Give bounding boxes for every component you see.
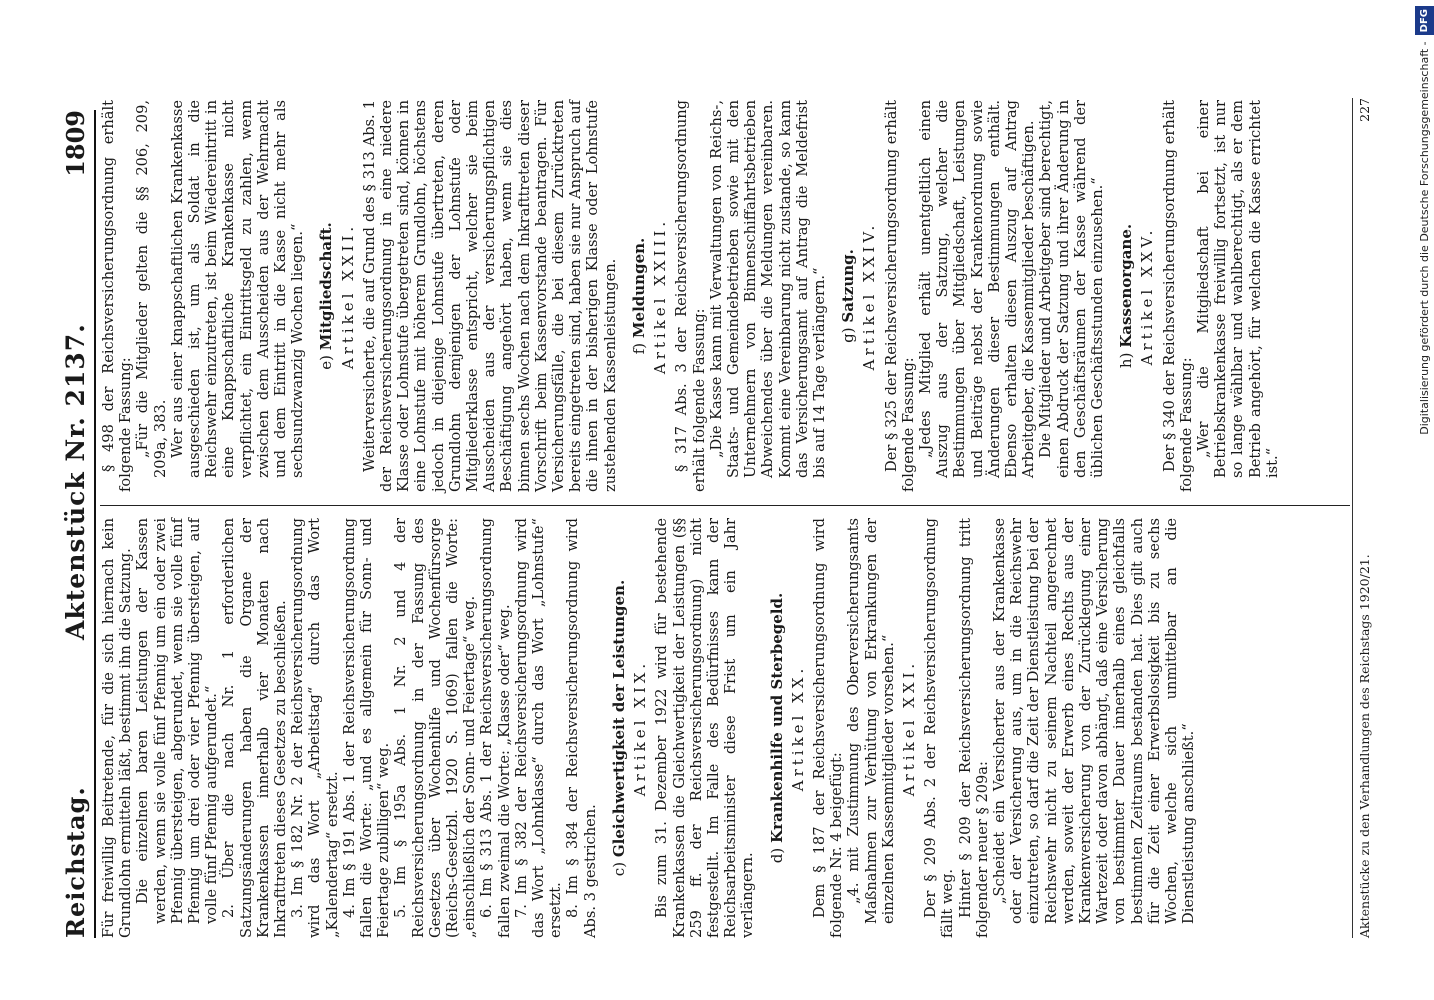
paragraph: Der § 209 Abs. 2 der Reichsversicherungsordnung fällt weg. [922, 518, 957, 938]
section-label: d) [767, 847, 786, 864]
dfg-logo: DFG [1415, 6, 1434, 35]
column-divider [100, 505, 1350, 506]
header-left: Reichstag. [61, 786, 90, 938]
right-column [100, 100, 1281, 492]
section-label: e) [317, 355, 336, 370]
paragraph: Hinter § 209 der Reichsversicherungsordnung tritt folgender neuer § 209a: [956, 518, 991, 938]
paragraph: „Scheidet ein Versicherter aus der Krankenkasse oder der Versicherung aus, um in die Reichswehr einzutreten, so darf die Zeit der Dienstleistung bei der Reichswehr nicht zu seinem Nachteil angerechnet werden, soweit der Erwerb eines Rechts aus der Krankenversicherung von der Zurücklegung einer Wartezeit oder davon abhängt, daß eine Versicherung von bestimmter Dauer innerhalb eines gleichfalls bestimmten Zeitraums bestanden hat. Dies gilt auch für die Zeit einer Erwerbslosigkeit bis zu sechs Wochen, welche sich unmittelbar an die Dienstleistung anschließt.“ [990, 518, 1198, 924]
section-title: Kassenorgane. [1117, 223, 1136, 348]
paragraph: „4. mit Zustimmung des Oberversicherungsamts Maßnahmen zur Verhütung von Erkrankungen der einzelnen Kassenmitglieder vorsehen.“ [845, 518, 897, 924]
paragraph: 2. Über die nach Nr. 1 erforderlichen Satzungsänderungen haben die Organe der Krankenkassen innerhalb vier Monaten nach Inkrafttreten dieses Gesetzes zu beschließen. [220, 518, 290, 938]
paragraph: 6. Im § 313 Abs. 1 der Reichsversicherungsordnung fallen zweimal die Worte: „Klasse oder“ weg. [478, 518, 513, 938]
paragraph: 8. Im § 384 der Reichsversicherungsordnung wird Abs. 3 gestrichen. [564, 518, 599, 938]
paragraph: Die Mitglieder und Arbeitgeber sind berechtigt, einen Abdruck der Satzung und ihrer Änderung in den Geschäftsräumen der Kasse während der üblichen Geschäftsstunden einzusehen.“ [1037, 100, 1106, 478]
paragraph: Der § 340 der Reichsversicherungsordnung erhält folgende Fassung: [1160, 100, 1195, 492]
running-header [52, 110, 96, 938]
section-title: Krankenhilfe und Sterbegeld. [767, 592, 786, 843]
left-column [100, 518, 1197, 938]
article-heading: Artikel XIX. [631, 659, 650, 797]
paragraph: Weiterversicherte, die auf Grund des § 313 Abs. 1 der Reichsversicherungsordnung in eine niedere Klasse oder Lohnstufe übergetreten sind, können in eine Lohnstufe mit höherem Grundlohn, höchstens jedoch in diejenige Lohnstufe übertreten, deren Grundlohn demjenigen der Lohnstufe oder Mitgliederklasse entspricht, welcher sie beim Ausscheiden aus der versicherungspflichtigen Beschäftigung angehört haben, wenn sie dies binnen sechs Wochen nach dem Inkrafttreten dieser Vorschrift beim Kassenvorstande beantragen. Für Versicherungsfälle, die bei diesem Zurücktreten bereits eingetreten sind, haben sie nur Anspruch auf die ihnen in der bisherigen Klasse oder Lohnstufe zustehenden Kassenleistungen. [360, 100, 619, 492]
digitization-credit: Digitalisierung gefördert durch die Deutsche Forschungsgemeinschaft - [1418, 41, 1431, 435]
paragraph: „Die Kasse kann mit Verwaltungen von Reichs-, Staats- und Gemeindebetrieben sowie mit den Unternehmern von Binnenschiffahrtsbetrieben Abweichendes über die Meldungen vereinbaren. Kommt eine Vereinbarung nicht zustande, so kann das Versicherungsamt auf Antrag die Meldefrist bis auf 14 Tage verlängern.“ [707, 100, 828, 478]
footnote-source: Aktenstücke zu den Verhandlungen des Reichstags 1920/21. [1357, 554, 1372, 938]
paragraph: „Jedes Mitglied erhält unentgeltlich einen Auszug aus der Satzung, welcher die Bestimmungen über Mitgliedschaft, Leistungen und Beiträge nebst der Krankenordnung sowie Änderungen dieser Bestimmungen enthält. Ebenso erhalten diesen Auszug auf Antrag Arbeitgeber, die Kassenmitglieder beschäftigen. [916, 100, 1038, 478]
section-title: Satzung. [839, 249, 858, 323]
article-heading: Artikel XXIII. [651, 217, 670, 375]
article-heading: Artikel XX. [788, 664, 807, 792]
section-label: g) [839, 327, 858, 343]
header-title: Aktenstück Nr. 2137. [61, 323, 90, 640]
footnote [1352, 98, 1372, 938]
article-heading: Artikel XXII. [338, 222, 357, 370]
section-heading [611, 518, 628, 938]
section-title: Mitgliedschaft. [317, 222, 336, 351]
section-heading [769, 518, 786, 938]
section-heading [631, 100, 648, 492]
paragraph: 3. Im § 182 Nr. 2 der Reichsversicherungsordnung wird das Wort „Arbeitstag“ durch das Wort „Kalendertag“ ersetzt. [289, 518, 341, 938]
paragraph: Die einzelnen baren Leistungen der Kassen werden, wenn sie volle fünf Pfennig um ein oder zwei Pfennig übersteigen, abgerundet, wenn sie volle fünf Pfennig um drei oder vier Pfennig übersteigen, auf volle fünf Pfennig aufgerundet.“ [134, 518, 221, 924]
paragraph: Für freiwillig Beitretende, für die sich hiernach kein Grundlohn ermitteln läßt, bestimmt ihn die Satzung. [100, 518, 135, 938]
paragraph: Bis zum 31. Dezember 1922 wird für bestehende Krankenkassen die Gleichwertigkeit der Leistungen (§§ 259 ff. der Reichsversicherungsordnung) nicht festgestellt. Im Falle des Bedürfnisses kann der Reichsarbeitsminister diese Frist um ein Jahr verlängern. [653, 518, 757, 938]
article-heading: Artikel XXIV. [860, 221, 879, 371]
section-heading [840, 100, 857, 492]
paragraph: § 498 der Reichsversicherungsordnung erhält folgende Fassung: [100, 100, 135, 492]
paragraph: 4. Im § 191 Abs. 1 der Reichsversicherungsordnung fallen die Worte: „und es allgemein für Sonn- und Feiertage zubilligen“ weg. [340, 518, 393, 938]
paragraph: Der § 325 der Reichsversicherungsordnung erhält folgende Fassung: [882, 100, 917, 492]
section-label: c) [609, 861, 628, 877]
paragraph: 7. Im § 382 der Reichsversicherungsordnung wird das Wort „Lohnklasse“ durch das Wort „Lohnstufe“ ersetzt. [512, 518, 565, 938]
paragraph: Dem § 187 der Reichsversicherungsordnung wird folgende Nr. 4 beigefügt: [810, 518, 846, 938]
paragraph: Wer aus einer knappschaftlichen Krankenkasse ausgeschieden ist, um als Soldat in die Reichswehr einzutreten, ist beim Wiedereintritt in eine Knappschaftliche Krankenkasse nicht verpflichtet, ein Eintrittsgeld zu zahlen, wenn zwischen dem Ausscheiden aus der Wehrmacht und dem Eintritt in die Kasse nicht mehr als sechsundzwanzig Wochen liegen.“ [168, 100, 307, 478]
paragraph: „Für die Mitglieder gelten die §§ 206, 209, 209a, 383. [134, 100, 169, 478]
section-label: h) [1117, 352, 1136, 369]
digitization-sidebar [1416, 6, 1434, 996]
section-heading [318, 100, 335, 492]
paragraph: „Wer die Mitgliedschaft bei einer Betriebskrankenkasse freiwillig fortsetzt, ist nur so lange wählbar und wahlberechtigt, als er dem Betrieb angehört, für welchen die Kasse errichtet ist.“ [1194, 100, 1281, 478]
section-title: Gleichwertigkeit der Leistungen. [609, 579, 628, 858]
section-title: Meldungen. [629, 237, 648, 339]
paragraph: § 317 Abs. 3 der Reichsversicherungsordnung erhält folgende Fassung: [673, 100, 708, 492]
article-heading: Artikel XXV. [1138, 226, 1157, 366]
section-heading [1118, 100, 1135, 492]
page-number: 1809 [61, 110, 90, 177]
sheet-number: 227 [1357, 98, 1372, 122]
paragraph: 5. Im § 195a Abs. 1 Nr. 2 und 4 der Reichsversicherungsordnung in der Fassung des Gesetzes über Wochenhilfe und Wochenfürsorge (Reichs-Gesetzbl. 1920 S. 1069) fallen die Worte: „einschließlich der Sonn- und Feiertage“ weg. [392, 518, 479, 938]
section-label: f) [629, 342, 648, 355]
article-heading: Artikel XXI. [899, 659, 918, 797]
